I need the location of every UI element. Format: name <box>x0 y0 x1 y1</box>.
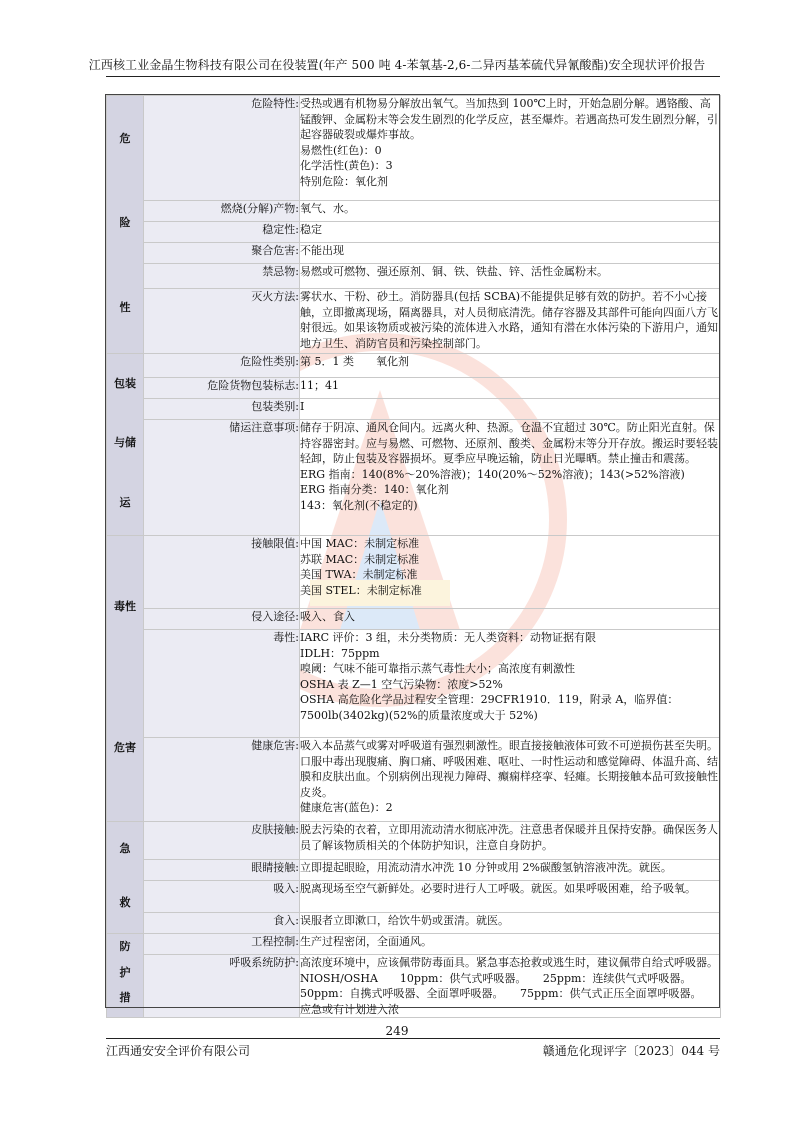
header-rule <box>106 76 720 77</box>
field-label: 稳定性: <box>144 222 300 243</box>
field-label: 皮肤接触: <box>144 822 300 860</box>
value-line: 吸入本品蒸气或雾对呼吸道有强烈刺激性。眼直接接触液体可致不可逆损伤甚至失明。口服中毒出现腹痛、胸口痛、呼吸困难、呕吐、一时性运动和感觉障碍、体温升高、结膜和皮肤出血。个别病例出现视力障碍、癫痫样痉挛、轻瘫。长期接触本品可致接触性皮炎。 <box>300 739 718 799</box>
msds-table <box>106 95 735 1018</box>
category-label: 性 <box>119 300 131 314</box>
field-value <box>300 354 721 378</box>
table-row <box>107 378 721 399</box>
value-line: 氧气、水。 <box>300 202 355 215</box>
value-line: 健康危害(蓝色)：2 <box>300 801 393 814</box>
category-label: 运 <box>119 495 131 509</box>
value-line: 不能出现 <box>300 244 344 257</box>
table-row <box>107 934 721 955</box>
field-value <box>300 243 721 264</box>
table-row <box>107 630 721 738</box>
field-value <box>300 399 721 420</box>
field-label: 侵入途径: <box>144 609 300 630</box>
value-line: 化学活性(黄色)：3 <box>300 159 393 172</box>
field-label: 危险特性: <box>144 96 300 201</box>
value-line: 美国 STEL：未制定标准 <box>300 583 422 597</box>
value-line: 第 5．1 类 氧化剂 <box>300 355 409 368</box>
table-row <box>107 354 721 378</box>
field-label: 危险货物包装标志: <box>144 378 300 399</box>
field-value <box>300 96 721 201</box>
table-row <box>107 955 721 1018</box>
page-number: 249 <box>385 1024 409 1038</box>
value-line: OSHA 高危险化学品过程安全管理：29CFR1910．119，附录 A，临界值：7500lb(3402kg)(52%的质量浓度或大于 52%) <box>300 693 679 722</box>
value-line: 稳定 <box>300 223 322 236</box>
value-line: 11；41 <box>300 379 339 392</box>
field-label: 吸入: <box>144 881 300 913</box>
value-line: 脱去污染的衣着，立即用流动清水彻底冲洗。注意患者保暖并且保持安静。确保医务人员了解该物质相关的个体防护知识，注意自身防护。 <box>300 823 718 852</box>
field-label: 储运注意事项: <box>144 420 300 536</box>
value-line: 苏联 MAC：未制定标准 <box>300 552 420 566</box>
value-line: 中国 MAC：未制定标准 <box>300 537 420 550</box>
field-value <box>300 378 721 399</box>
field-label: 健康危害: <box>144 738 300 822</box>
value-line: 雾状水、干粉、砂土。消防器具(包括 SCBA)不能提供足够有效的防护。若不小心接触，立即撤离现场，隔离器具，对人员彻底清洗。储存容器及其部件可能向四面八方飞射很远。如果该物质或被污染的流体进入水路，通知有潜在水体污染的下游用户，通知地方卫生、消防官员和污染控制部门。 <box>300 290 718 350</box>
field-label: 危险性类别: <box>144 354 300 378</box>
field-value <box>300 822 721 860</box>
field-label: 包装类别: <box>144 399 300 420</box>
value-line: ERG 指南：140(8%～20%溶液)；140(20%～52%溶液)；143(>52%溶液) <box>300 467 685 481</box>
section-category <box>107 96 144 354</box>
value-line: Ⅰ <box>300 400 305 413</box>
field-label: 工程控制: <box>144 934 300 955</box>
value-line: 脱离现场至空气新鲜处。必要时进行人工呼吸。就医。如果呼吸困难，给予吸氧。 <box>300 882 696 895</box>
field-label: 灭火方法: <box>144 289 300 354</box>
field-value <box>300 881 721 913</box>
page-header: 江西核工业金晶生物科技有限公司在役装置(年产 500 吨 4-苯氧基-2,6-二异丙基苯硫代异氰酸酯)安全现状评价报告 <box>88 58 706 72</box>
category-label: 危害 <box>114 740 136 754</box>
value-line: 储存于阴凉、通风仓间内。远离火种、热源。仓温不宜超过 30℃。防止阳光直射。保持容器密封。应与易燃、可燃物、还原剂、酸类、金属粉末等分开存放。搬运时要轻装轻卸，防止包装及容器损坏。夏季应早晚运输，防止日光曝晒。禁止撞击和震荡。 <box>300 421 718 465</box>
section-category <box>107 354 144 536</box>
section-category <box>107 536 144 822</box>
value-line: ERG 指南分类：140：氧化剂 <box>300 483 449 496</box>
category-label: 危 <box>119 131 131 145</box>
field-label: 食入: <box>144 913 300 934</box>
value-line: IARC 评价：3 组，未分类物质：无人类资料：动物证据有限 <box>300 631 596 644</box>
value-line: OSHA 表 Z—1 空气污染物：浓度>52% <box>300 677 503 691</box>
category-label: 措 <box>119 991 131 1005</box>
table-row <box>107 881 721 913</box>
value-line: 143：氧化剂(不稳定的) <box>300 498 418 512</box>
table-row <box>107 399 721 420</box>
field-label: 呼吸系统防护: <box>144 955 300 1018</box>
field-label: 禁忌物: <box>144 264 300 289</box>
table-row <box>107 264 721 289</box>
value-line: 误服者立即漱口，给饮牛奶或蛋清。就医。 <box>300 914 509 927</box>
table-row <box>107 289 721 354</box>
value-line: 吸入、食入 <box>300 610 355 623</box>
field-label: 接触限值: <box>144 536 300 609</box>
field-label: 聚合危害: <box>144 243 300 264</box>
footer-company: 江西通安安全评价有限公司 <box>106 1044 251 1058</box>
category-label: 包装 <box>114 376 136 390</box>
category-label: 防 <box>119 940 131 954</box>
table-row <box>107 96 721 201</box>
field-value <box>300 222 721 243</box>
category-label: 险 <box>119 216 131 230</box>
table-row <box>107 822 721 860</box>
table-row <box>107 609 721 630</box>
field-value <box>300 536 721 609</box>
table-row <box>107 913 721 934</box>
value-line: 易燃或可燃物、强还原剂、铜、铁、铁盐、锌、活性金属粉末。 <box>300 265 608 278</box>
category-label: 救 <box>119 896 131 910</box>
footer-rule <box>106 1038 720 1039</box>
field-value <box>300 609 721 630</box>
category-label: 与储 <box>114 436 136 450</box>
field-value <box>300 955 735 1018</box>
section-category <box>107 822 144 934</box>
section-category <box>107 934 144 1018</box>
value-line: 受热或遇有机物易分解放出氧气。当加热到 100℃上时，开始急剧分解。遇铬酸、高锰酸钾、金属粉末等会发生剧烈的化学反应，甚至爆炸。若遇高热可发生剧烈分解，引起容器破裂或爆炸事故。 <box>300 97 718 141</box>
field-value <box>300 264 721 289</box>
value-line: 生产过程密闭，全面通风。 <box>300 935 432 948</box>
value-line: 高浓度环境中，应该佩带防毒面具。紧急事态抢救或逃生时，建议佩带自给式呼吸器。 NIOSH/OSHA 10ppm：供气式呼吸器。 25ppm：连续供气式呼吸器。 50ppm：自携式呼吸器、全面罩呼吸器。 75ppm：供气式正压全面罩呼吸器。 应急或有计划进入浓 <box>300 956 735 1016</box>
table-row <box>107 860 721 881</box>
value-line: 立即提起眼睑，用流动清水冲洗 10 分钟或用 2%碳酸氢钠溶液冲洗。就医。 <box>300 861 672 874</box>
value-line: 特别危险：氧化剂 <box>300 174 388 188</box>
table-row <box>107 738 721 822</box>
category-label: 急 <box>119 842 131 856</box>
value-line: 美国 TWA：未制定标准 <box>300 568 418 581</box>
field-label: 眼睛接触: <box>144 860 300 881</box>
field-label: 毒性: <box>144 630 300 738</box>
table-row <box>107 222 721 243</box>
table-row <box>107 420 721 536</box>
field-value <box>300 934 721 955</box>
field-value <box>300 201 721 222</box>
category-label: 护 <box>119 965 131 979</box>
category-label: 毒性 <box>114 599 136 613</box>
field-label: 燃烧(分解)产物: <box>144 201 300 222</box>
table-row <box>107 536 721 609</box>
value-line: 嗅阈：气味不能可靠指示蒸气毒性大小；高浓度有刺激性 <box>300 662 575 675</box>
value-line: 易燃性(红色)：0 <box>300 143 382 157</box>
field-value <box>300 860 721 881</box>
table-row <box>107 243 721 264</box>
footer-report-number: 赣通危化现评字〔2023〕044 号 <box>542 1044 720 1058</box>
field-value <box>300 913 721 934</box>
value-line: IDLH：75ppm <box>300 646 380 660</box>
field-value <box>300 420 721 536</box>
field-value <box>300 289 721 354</box>
field-value <box>300 630 721 738</box>
field-value <box>300 738 721 822</box>
table-row <box>107 201 721 222</box>
